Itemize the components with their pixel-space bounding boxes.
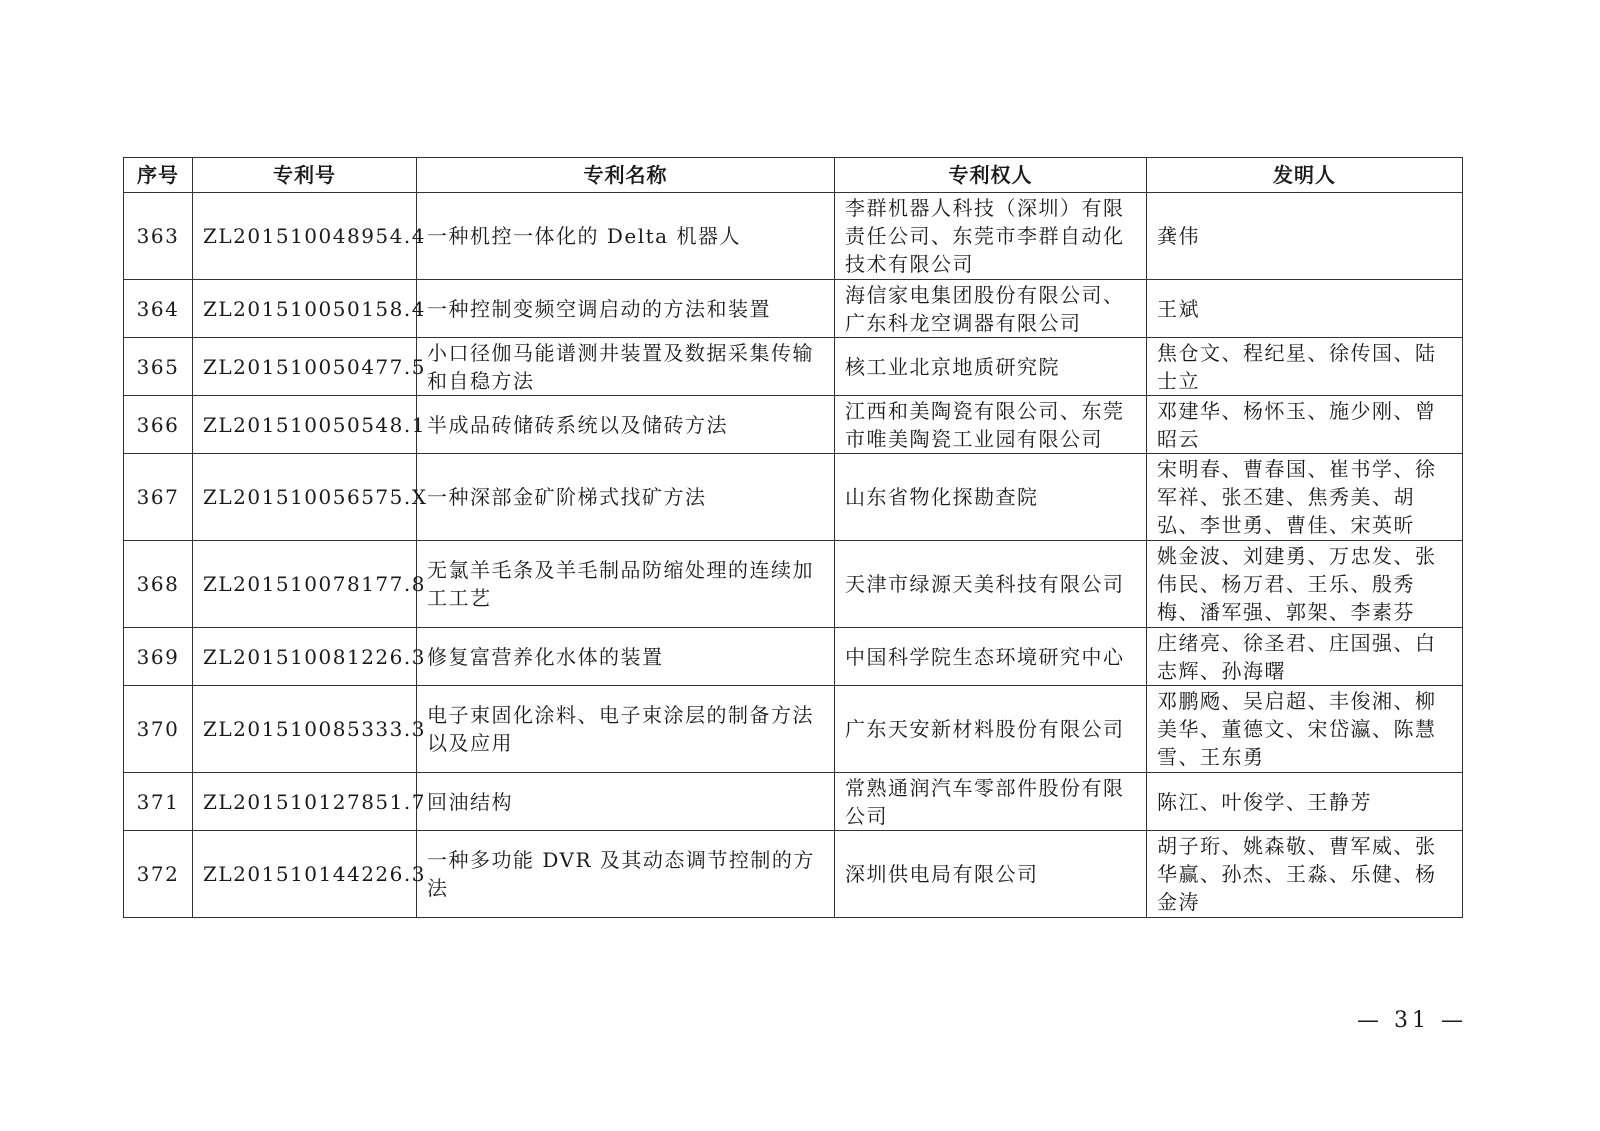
page-number: — 31 — <box>1357 1008 1467 1033</box>
cell-patent-title: 一种多功能 DVR 及其动态调节控制的方法 <box>417 831 835 918</box>
patent-table <box>123 157 1463 918</box>
cell-inventors: 龚伟 <box>1147 193 1463 280</box>
cell-patent-no: ZL201510085333.3 <box>193 686 417 773</box>
header-row <box>124 158 1463 193</box>
cell-patent-title: 小口径伽马能谱测井装置及数据采集传输和自稳方法 <box>417 338 835 396</box>
cell-inventors: 焦仓文、程纪星、徐传国、陆士立 <box>1147 338 1463 396</box>
cell-serial: 368 <box>124 541 193 628</box>
cell-inventors: 宋明春、曹春国、崔书学、徐军祥、张丕建、焦秀美、胡弘、李世勇、曹佳、宋英昕 <box>1147 454 1463 541</box>
table-row <box>124 338 1463 396</box>
table-row <box>124 773 1463 831</box>
cell-patent-title: 修复富营养化水体的装置 <box>417 628 835 686</box>
cell-patent-no: ZL201510078177.8 <box>193 541 417 628</box>
cell-patent-title: 一种机控一体化的 Delta 机器人 <box>417 193 835 280</box>
header-patent-owner: 专利权人 <box>835 158 1147 193</box>
cell-serial: 370 <box>124 686 193 773</box>
table-body <box>124 193 1463 918</box>
cell-serial: 366 <box>124 396 193 454</box>
cell-patent-owner: 广东天安新材料股份有限公司 <box>835 686 1147 773</box>
table-row <box>124 686 1463 773</box>
cell-inventors: 庄绪亮、徐圣君、庄国强、白志辉、孙海曙 <box>1147 628 1463 686</box>
cell-serial: 372 <box>124 831 193 918</box>
table-row <box>124 454 1463 541</box>
cell-patent-title: 电子束固化涂料、电子束涂层的制备方法以及应用 <box>417 686 835 773</box>
header-serial: 序号 <box>124 158 193 193</box>
cell-patent-no: ZL201510050548.1 <box>193 396 417 454</box>
cell-patent-title: 无氯羊毛条及羊毛制品防缩处理的连续加工工艺 <box>417 541 835 628</box>
table-row <box>124 193 1463 280</box>
cell-patent-owner: 中国科学院生态环境研究中心 <box>835 628 1147 686</box>
cell-serial: 367 <box>124 454 193 541</box>
cell-patent-no: ZL201510056575.X <box>193 454 417 541</box>
table-row <box>124 628 1463 686</box>
cell-patent-no: ZL201510050477.5 <box>193 338 417 396</box>
table-row <box>124 396 1463 454</box>
cell-patent-owner: 常熟通润汽车零部件股份有限公司 <box>835 773 1147 831</box>
cell-inventors: 陈江、叶俊学、王静芳 <box>1147 773 1463 831</box>
cell-inventors: 王斌 <box>1147 280 1463 338</box>
table-header <box>124 158 1463 193</box>
cell-patent-no: ZL201510050158.4 <box>193 280 417 338</box>
cell-patent-owner: 天津市绿源天美科技有限公司 <box>835 541 1147 628</box>
cell-inventors: 邓鹏飏、吴启超、丰俊湘、柳美华、董德文、宋岱瀛、陈慧雪、王东勇 <box>1147 686 1463 773</box>
cell-serial: 364 <box>124 280 193 338</box>
cell-inventors: 姚金波、刘建勇、万忠发、张伟民、杨万君、王乐、殷秀梅、潘军强、郭架、李素芬 <box>1147 541 1463 628</box>
cell-patent-owner: 核工业北京地质研究院 <box>835 338 1147 396</box>
cell-serial: 371 <box>124 773 193 831</box>
cell-patent-no: ZL201510127851.7 <box>193 773 417 831</box>
cell-patent-owner: 深圳供电局有限公司 <box>835 831 1147 918</box>
cell-patent-owner: 江西和美陶瓷有限公司、东莞市唯美陶瓷工业园有限公司 <box>835 396 1147 454</box>
cell-patent-title: 回油结构 <box>417 773 835 831</box>
cell-inventors: 胡子珩、姚森敬、曹军威、张华赢、孙杰、王淼、乐健、杨金涛 <box>1147 831 1463 918</box>
cell-patent-title: 半成品砖储砖系统以及储砖方法 <box>417 396 835 454</box>
cell-patent-no: ZL201510144226.3 <box>193 831 417 918</box>
header-patent-title: 专利名称 <box>417 158 835 193</box>
cell-serial: 365 <box>124 338 193 396</box>
header-inventors: 发明人 <box>1147 158 1463 193</box>
cell-patent-title: 一种深部金矿阶梯式找矿方法 <box>417 454 835 541</box>
cell-patent-title: 一种控制变频空调启动的方法和装置 <box>417 280 835 338</box>
cell-patent-no: ZL201510048954.4 <box>193 193 417 280</box>
cell-serial: 369 <box>124 628 193 686</box>
table-row <box>124 831 1463 918</box>
cell-patent-no: ZL201510081226.3 <box>193 628 417 686</box>
cell-patent-owner: 李群机器人科技（深圳）有限责任公司、东莞市李群自动化技术有限公司 <box>835 193 1147 280</box>
header-patent-no: 专利号 <box>193 158 417 193</box>
table-row <box>124 541 1463 628</box>
cell-patent-owner: 海信家电集团股份有限公司、广东科龙空调器有限公司 <box>835 280 1147 338</box>
table-row <box>124 280 1463 338</box>
cell-inventors: 邓建华、杨怀玉、施少刚、曾昭云 <box>1147 396 1463 454</box>
cell-serial: 363 <box>124 193 193 280</box>
cell-patent-owner: 山东省物化探勘查院 <box>835 454 1147 541</box>
